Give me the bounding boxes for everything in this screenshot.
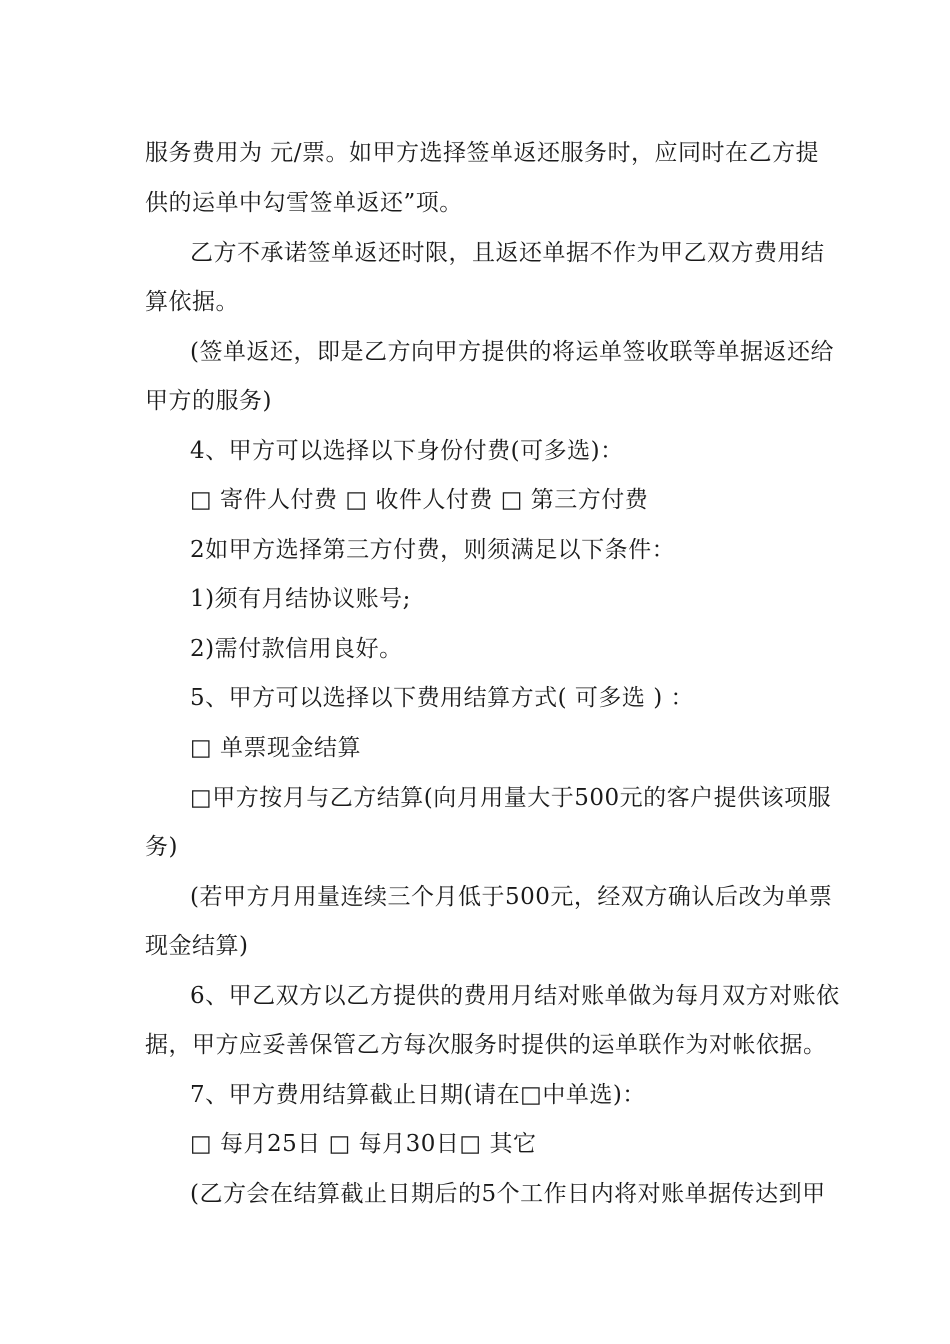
cutoff-date-options: □ 每月25日 □ 每月30日□ 其它 [190,1131,537,1157]
text-line: 务) [145,834,178,860]
clause-7-heading: 7、甲方费用结算截止日期(请在□中单选)： [190,1082,646,1108]
text-line: 现金结算) [145,933,249,959]
condition-1: 1)须有月结协议账号; [190,586,411,612]
text-line: 甲方的服务) [145,388,272,414]
clause-4-heading: 4、甲方可以选择以下身份付费(可多选)： [190,438,624,464]
text-line: (若甲方月用量连续三个月低于500元，经双方确认后改为单票 [190,884,833,910]
condition-2: 2)需付款信用良好。 [190,636,403,662]
text-line: (乙方会在结算截止日期后的5个工作日内将对账单据传达到甲 [190,1181,826,1207]
settlement-option-cash: □ 单票现金结算 [190,735,362,761]
settlement-option-monthly: □甲方按月与乙方结算(向月用量大于500元的客户提供该项服 [190,785,832,811]
text-line: 据，甲方应妥善保管乙方每次服务时提供的运单联作为对帐依据。 [145,1032,827,1058]
text-line: 乙方不承诺签单返还时限，且返还单据不作为甲乙双方费用结 [190,240,825,266]
text-line: (签单返还，即是乙方向甲方提供的将运单签收联等单据返还给 [190,339,834,365]
text-line: 算依据。 [145,289,239,315]
text-line: 服务费用为 元/票。如甲方选择签单返还服务时，应同时在乙方提 [145,140,820,166]
clause-6-heading: 6、甲乙双方以乙方提供的费用月结对账单做为每月双方对账依 [190,983,840,1009]
text-line: 2如甲方选择第三方付费，则须满足以下条件： [190,537,676,563]
payer-options: □ 寄件人付费 □ 收件人付费 □ 第三方付费 [190,487,649,513]
clause-5-heading: 5、甲方可以选择以下费用结算方式( 可多选 ) ： [190,685,695,711]
text-line: 供的运单中勾雪签单返还”项。 [145,190,463,216]
